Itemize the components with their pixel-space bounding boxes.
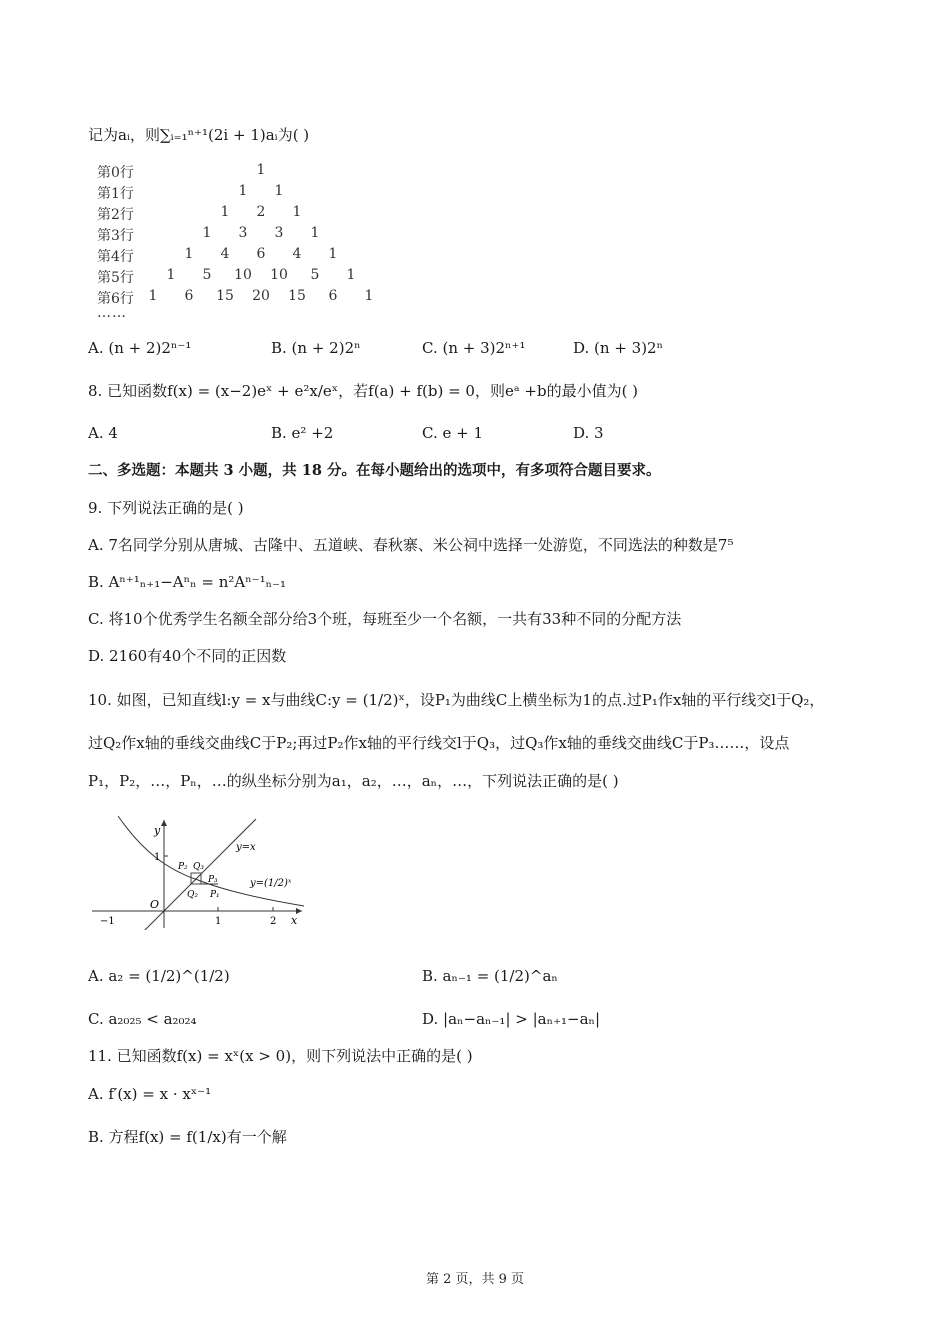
point-q3: Q₃ bbox=[193, 862, 204, 872]
tick-neg1: −1 bbox=[100, 916, 115, 927]
q10-option-d: D. |aₙ−aₙ₋₁| > |aₙ₊₁−aₙ| bbox=[422, 1010, 601, 1028]
q11-option-a: A. f′(x) = x · xˣ⁻¹ bbox=[88, 1085, 212, 1103]
origin-label: O bbox=[150, 898, 160, 911]
q8-option-c: C. e + 1 bbox=[422, 424, 484, 442]
point-q2: Q₂ bbox=[187, 890, 198, 900]
q10-stem-line-2: 过Q₂作x轴的垂线交曲线C于P₂;再过P₂作x轴的平行线交l于Q₃，过Q₃作x轴的垂线交曲线C于P₃……，设点 bbox=[88, 734, 790, 752]
triangle-entry: 1 bbox=[274, 183, 284, 199]
q7-option-d: D. (n + 3)2ⁿ bbox=[573, 339, 664, 357]
curve-label: y=(1/2)ˣ bbox=[250, 878, 292, 889]
triangle-entry: 5 bbox=[310, 267, 320, 283]
triangle-row-label: 第4行 bbox=[97, 249, 134, 265]
triangle-entry: 1 bbox=[148, 288, 158, 304]
triangle-entry: 4 bbox=[220, 246, 230, 262]
line-label: y=x bbox=[236, 842, 256, 853]
tick-y1: 1 bbox=[154, 852, 161, 863]
tick-2: 2 bbox=[270, 916, 277, 927]
triangle-entry: 3 bbox=[274, 225, 284, 241]
triangle-entry: 10 bbox=[270, 267, 288, 283]
triangle-row-label: 第5行 bbox=[97, 270, 134, 286]
point-p1: P₁ bbox=[210, 890, 220, 900]
q8-option-a: A. 4 bbox=[88, 424, 118, 442]
triangle-entry: 1 bbox=[364, 288, 374, 304]
triangle-entry: 1 bbox=[292, 204, 302, 220]
triangle-entry: 10 bbox=[234, 267, 252, 283]
q7-option-b: B. (n + 2)2ⁿ bbox=[271, 339, 361, 357]
q8-option-b: B. e² +2 bbox=[271, 424, 334, 442]
q7-option-c: C. (n + 3)2ⁿ⁺¹ bbox=[422, 339, 526, 357]
triangle-entry: 4 bbox=[292, 246, 302, 262]
page-footer: 第 2 页，共 9 页 bbox=[425, 1272, 525, 1287]
q7-option-a: A. (n + 2)2ⁿ⁻¹ bbox=[88, 339, 192, 357]
q10-stem-line-3: P₁，P₂，…，Pₙ，…的纵坐标分别为a₁，a₂，…，aₙ，…，下列说法正确的是( ) bbox=[88, 772, 619, 790]
triangle-entry: 1 bbox=[238, 183, 248, 199]
x-axis-label: x bbox=[291, 914, 298, 927]
triangle-entry: 20 bbox=[252, 288, 270, 304]
q9-stem: 9. 下列说法正确的是( ) bbox=[88, 499, 244, 517]
point-p2: P₂ bbox=[178, 862, 188, 872]
triangle-entry: 1 bbox=[166, 267, 176, 283]
triangle-entry: 1 bbox=[220, 204, 230, 220]
q10-option-c: C. a₂₀₂₅ < a₂₀₂₄ bbox=[88, 1010, 197, 1028]
triangle-entry: 15 bbox=[288, 288, 306, 304]
triangle-entry: 6 bbox=[328, 288, 338, 304]
q8-stem: 8. 已知函数f(x) = (x−2)eˣ + e²x/eˣ，若f(a) + f(b) = 0，则eᵃ +b的最小值为( ) bbox=[88, 382, 639, 400]
tick-1: 1 bbox=[215, 916, 222, 927]
y-axis-label: y bbox=[154, 824, 161, 837]
triangle-row-label: 第6行 bbox=[97, 291, 134, 307]
q11-option-b: B. 方程f(x) = f(1/x)有一个解 bbox=[88, 1128, 287, 1146]
section-heading: 二、多选题：本题共 3 小题，共 18 分。在每小题给出的选项中，有多项符合题目要求。 bbox=[88, 462, 661, 479]
y-axis-arrow bbox=[161, 820, 167, 826]
q10-figure bbox=[88, 812, 310, 930]
triangle-row-label: 第3行 bbox=[97, 228, 134, 244]
point-p3: P₃ bbox=[208, 875, 218, 885]
triangle-entry: 1 bbox=[202, 225, 212, 241]
q9-option-a: A. 7名同学分别从唐城、古隆中、五道峡、春秋寨、米公祠中选择一处游览，不同选法的种数是7⁵ bbox=[88, 536, 734, 554]
q9-option-c: C. 将10个优秀学生名额全部分给3个班，每班至少一个名额，一共有33种不同的分配方法 bbox=[88, 610, 682, 628]
triangle-entry: 1 bbox=[184, 246, 194, 262]
triangle-entry: 1 bbox=[256, 162, 266, 178]
q11-stem: 11. 已知函数f(x) = xˣ(x > 0)，则下列说法中正确的是( ) bbox=[88, 1047, 473, 1065]
triangle-entry: 2 bbox=[256, 204, 266, 220]
q10-option-a: A. a₂ = (1/2)^(1/2) bbox=[88, 967, 230, 985]
triangle-entry: 15 bbox=[216, 288, 234, 304]
q7-stem: 记为aᵢ，则∑ᵢ₌₁ⁿ⁺¹(2i + 1)aᵢ为( ) bbox=[88, 126, 310, 144]
triangle-entry: 1 bbox=[310, 225, 320, 241]
q10-option-b: B. aₙ₋₁ = (1/2)^aₙ bbox=[422, 967, 558, 985]
triangle-row-label: 第0行 bbox=[97, 165, 134, 181]
line-y-equals-x bbox=[128, 819, 256, 930]
triangle-entry: 1 bbox=[328, 246, 338, 262]
triangle-row-label: 第2行 bbox=[97, 207, 134, 223]
q9-option-b: B. Aⁿ⁺¹ₙ₊₁−Aⁿₙ = n²Aⁿ⁻¹ₙ₋₁ bbox=[88, 573, 287, 591]
triangle-entry: 1 bbox=[346, 267, 356, 283]
triangle-entry: 3 bbox=[238, 225, 248, 241]
q8-option-d: D. 3 bbox=[573, 424, 604, 442]
triangle-entry: 5 bbox=[202, 267, 212, 283]
triangle-entry: 6 bbox=[256, 246, 266, 262]
triangle-row-label: 第1行 bbox=[97, 186, 134, 202]
triangle-entry: 6 bbox=[184, 288, 194, 304]
q10-stem-line-1: 10. 如图，已知直线l:y = x与曲线C:y = (1/2)ˣ，设P₁为曲线C上横坐标为1的点.过P₁作x轴的平行线交l于Q₂， bbox=[88, 691, 825, 709]
triangle-ellipsis: …… bbox=[97, 305, 127, 321]
q9-option-d: D. 2160有40个不同的正因数 bbox=[88, 647, 287, 665]
